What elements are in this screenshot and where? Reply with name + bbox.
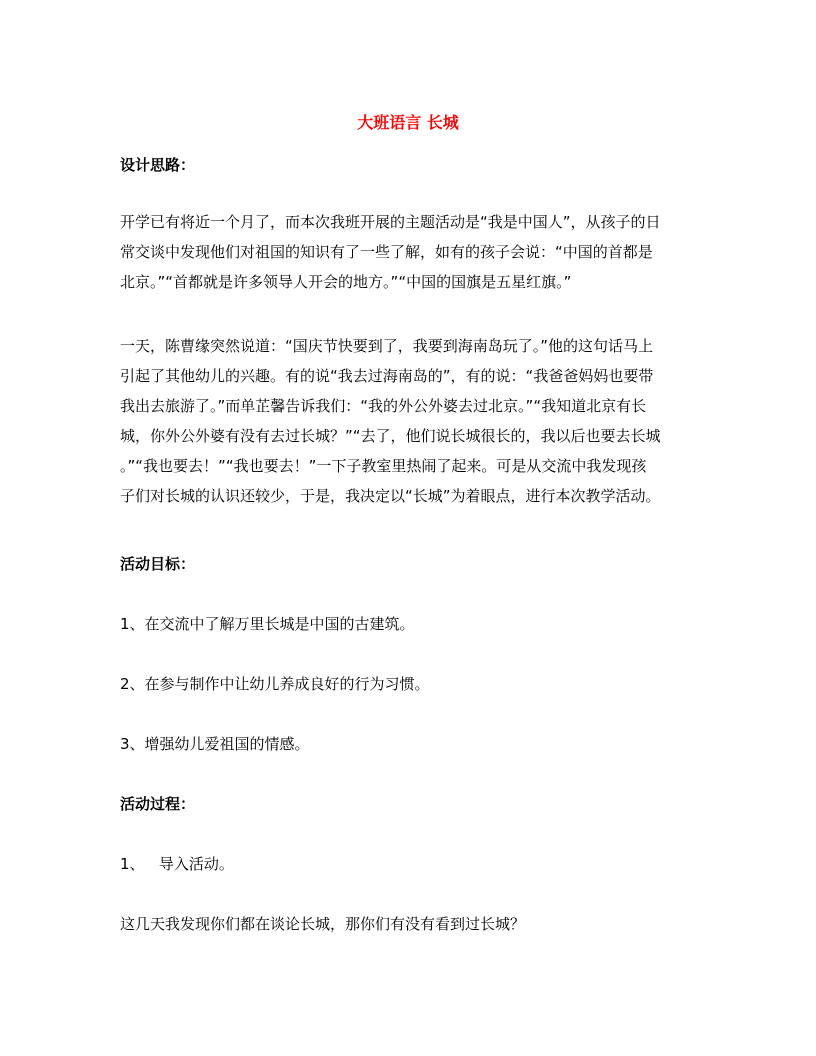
paragraph-line: 常交谈中发现他们对祖国的知识有了一些了解，如有的孩子会说：“中国的首都是 bbox=[120, 243, 653, 261]
paragraph-line: 。”“我也要去！”“我也要去！”一下子教室里热闹了起来。可是从交流中我发现孩 bbox=[120, 457, 647, 475]
paragraph-line: 引起了其他幼儿的兴趣。有的说“我去过海南岛的”，有的说：“我爸爸妈妈也要带 bbox=[120, 367, 654, 385]
goal-item-2: 2、在参与制作中让幼儿养成良好的行为习惯。 bbox=[120, 675, 430, 693]
section-heading-goals: 活动目标： bbox=[120, 555, 196, 573]
paragraph-line: 我出去旅游了。”而单芷馨告诉我们：“我的外公外婆去过北京。”“我知道北京有长 bbox=[120, 397, 647, 415]
paragraph-story bbox=[120, 331, 700, 511]
document-title: 大班语言 长城 bbox=[357, 113, 459, 132]
goal-item-3: 3、增强幼儿爱祖国的情感。 bbox=[120, 735, 310, 753]
section-heading-process: 活动过程： bbox=[120, 795, 196, 813]
paragraph-line: 开学已有将近一个月了，而本次我班开展的主题活动是“我是中国人”，从孩子的日 bbox=[120, 213, 661, 231]
paragraph-intro bbox=[120, 207, 700, 297]
paragraph-line: 一天，陈曹缘突然说道：“国庆节快要到了，我要到海南岛玩了。”他的这句话马上 bbox=[120, 337, 654, 355]
paragraph-line: 城，你外公外婆有没有去过长城？”“去了，他们说长城很长的，我以后也要去长城 bbox=[120, 427, 661, 445]
section-heading-design: 设计思路： bbox=[120, 156, 196, 174]
process-step-1: 1、 导入活动。 bbox=[120, 855, 234, 873]
goal-item-1: 1、在交流中了解万里长城是中国的古建筑。 bbox=[120, 615, 415, 633]
process-step-1-text: 这几天我发现你们都在谈论长城，那你们有没有看到过长城？ bbox=[120, 915, 526, 933]
paragraph-line: 北京。”“首都就是许多领导人开会的地方。”“中国的国旗是五星红旗。” bbox=[120, 273, 572, 291]
paragraph-line: 子们对长城的认识还较少，于是，我决定以“长城”为着眼点，进行本次教学活动。 bbox=[120, 487, 661, 505]
